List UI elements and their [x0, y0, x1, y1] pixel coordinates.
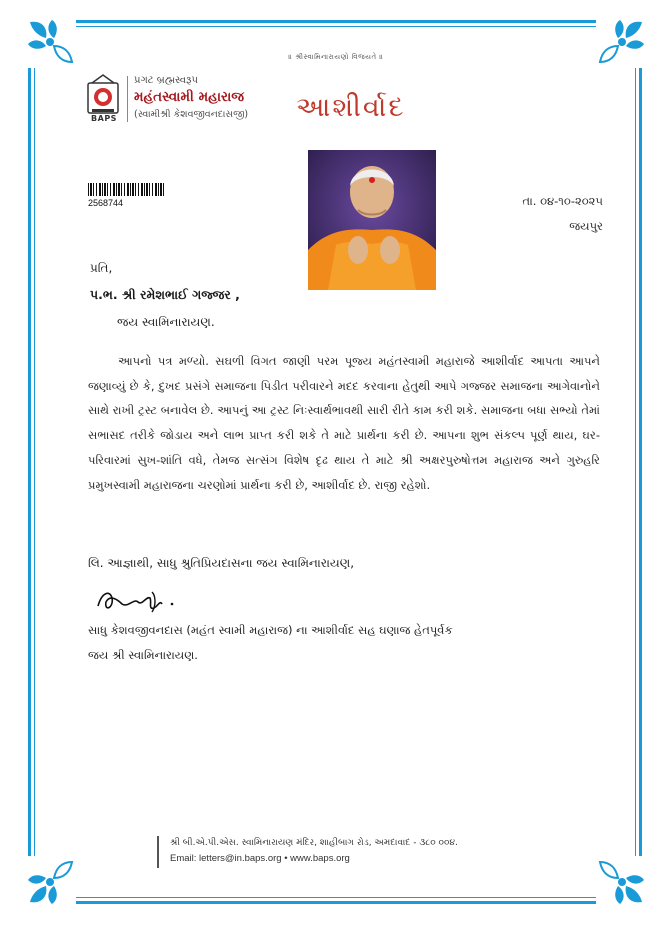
header-formal-name: (સ્વામીશ્રી કેશવજીવનદાસજી) [134, 109, 249, 120]
header-subtitle: પ્રગટ બ્રહ્મસ્વરૂપ [134, 75, 198, 86]
signature-icon [94, 582, 178, 618]
footer-address: શ્રી બી.એ.પી.એસ. સ્વામિનારાયણ મંદિર, શાહીબાગ રોડ, અમદાવાદ - ૩૮૦ ૦૦૪. [170, 838, 458, 848]
barcode-number: 2568744 [88, 198, 124, 208]
footer-divider [157, 836, 159, 868]
corner-ornament-icon [24, 856, 76, 908]
header-divider [127, 76, 128, 122]
footer-contact: Email: letters@in.baps.org • www.baps.org [170, 853, 350, 864]
sign-from: લિ. આજ્ઞાથી, સાધુ શ્રુતિપ્રિયદાસના જય સ્વામિનારાયણ, [88, 556, 355, 570]
closing-line-2: જય શ્રી સ્વામિનારાયણ. [88, 648, 198, 662]
letter-title: આશીર્વાદ [296, 92, 406, 123]
logo-text: BAPS [91, 114, 117, 123]
salutation: પ્રતિ, [90, 261, 113, 275]
barcode [88, 183, 164, 196]
letter-date: તા. ૦૪-૧૦-૨૦૨૫ [522, 194, 603, 208]
greeting: જય સ્વામિનારાયણ. [117, 315, 215, 329]
invocation-text: ॥ શ્રીસ્વામિનારાયણો વિજયતે ॥ [288, 53, 384, 61]
letter-body: આપનો પત્ર મળ્યો. સઘળી વિગત જાણી પરમ પૂજ્ય મહંતસ્વામી મહારાજે આશીર્વાદ આપતા આપને જણાવ્યું છે કે, દુખદ પ્રસંગે સમાજના પિડીત પરીવારને મદદ કરવાના હેતુથી આપે ગજ્જર સમાજના આગેવાનોને સાથે રાખી ટ્રસ્ટ બનાવેલ છે. આપનું આ ટ્રસ્ટ નિઃસ્વાર્થભાવથી સારી રીતે કામ કરી શકે. સમાજના બધા સભ્યો તેમાં સભાસદ તરીકે જોડાય અને લાભ પ્રાપ્ત કરી શકે તે માટે પ્રાર્થના કરી છે. આપના શુભ સંકલ્પ પૂર્ણ થાય, ઘર-પરિવારમાં સુખ-શાંતિ વધે, તેમજ સત્સંગ વિશેષ દૃઢ થાય તે માટે શ્રી અક્ષરપુરુષોત્તમ મહારાજ અને ગુરુહરિ પ્રમુખસ્વામી મહારાજના ચરણોમાં પ્રાર્થના કરી છે, આશીર્વાદ છે. રાજી રહેશો. [88, 354, 600, 492]
guru-photo [308, 150, 436, 290]
letter-place: જયપુર [569, 219, 603, 233]
recipient-name: પ.ભ. શ્રી રમેશભાઈ ગજ્જર , [90, 287, 240, 302]
closing-line-1: સાધુ કેશવજીવનદાસ (મહંત સ્વામી મહારાજ) ના આશીર્વાદ સહ ઘણાજ હેતપૂર્વક [88, 623, 453, 637]
corner-ornament-icon [596, 856, 648, 908]
header-name: મહંતસ્વામી મહારાજ [134, 89, 245, 105]
